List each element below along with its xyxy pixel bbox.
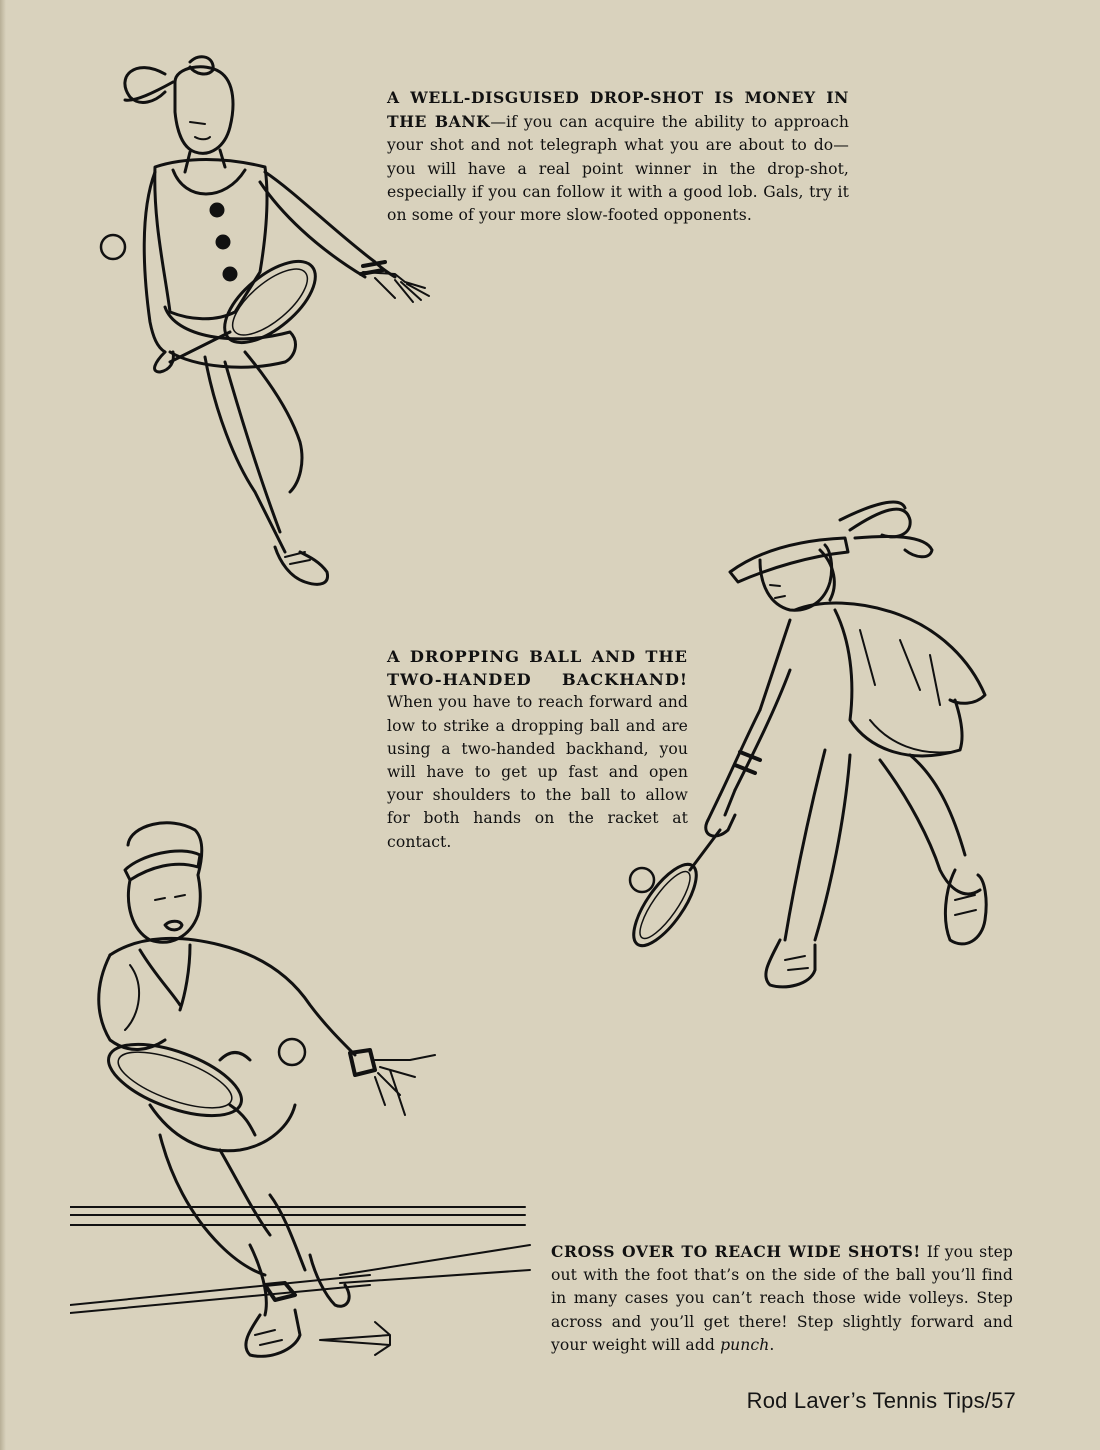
page-footer: Rod Laver’s Tennis Tips/57 (746, 1388, 1016, 1413)
tip-two-handed-backhand-body: When you have to reach forward and low to strike a dropping ball and are using a two-handed backhand, you will have to get up fast and open your shoulders to the ball to allow for both hands on the racket at contact. (387, 693, 688, 851)
tip-drop-shot-heading: A WELL-DISGUISED DROP-SHOT IS MONEY IN THE BANK (387, 88, 849, 132)
tip-two-handed-backhand-heading: A DROPPING BALL AND THE TWO-HANDED BACKHAND! (387, 647, 688, 690)
tip-drop-shot-body: —if you can acquire the ability to approach your shot and not telegraph what you are about to do—you will have a real point winner in the drop-shot, especially if you can follow it with a good lob. Gals, try it on some of your more slow-footed opponents. (387, 113, 849, 225)
tip-cross-over (551, 1240, 1013, 1357)
tip-cross-over-heading: CROSS OVER TO REACH WIDE SHOTS! (551, 1242, 921, 1261)
cross-over-volley-player-illustration (70, 815, 535, 1370)
tip-cross-over-body: If you step out with the foot that’s on the side of the ball you’ll find in many cases you can’t reach those wide volleys. Step across and you’ll get there! Step slightly forward and your weight will add (551, 1243, 1013, 1354)
tip-cross-over-emphasis: punch (720, 1335, 770, 1354)
tip-drop-shot (387, 86, 849, 227)
tip-cross-over-body-end: . (769, 1335, 775, 1354)
page-binding-edge (0, 0, 6, 1450)
